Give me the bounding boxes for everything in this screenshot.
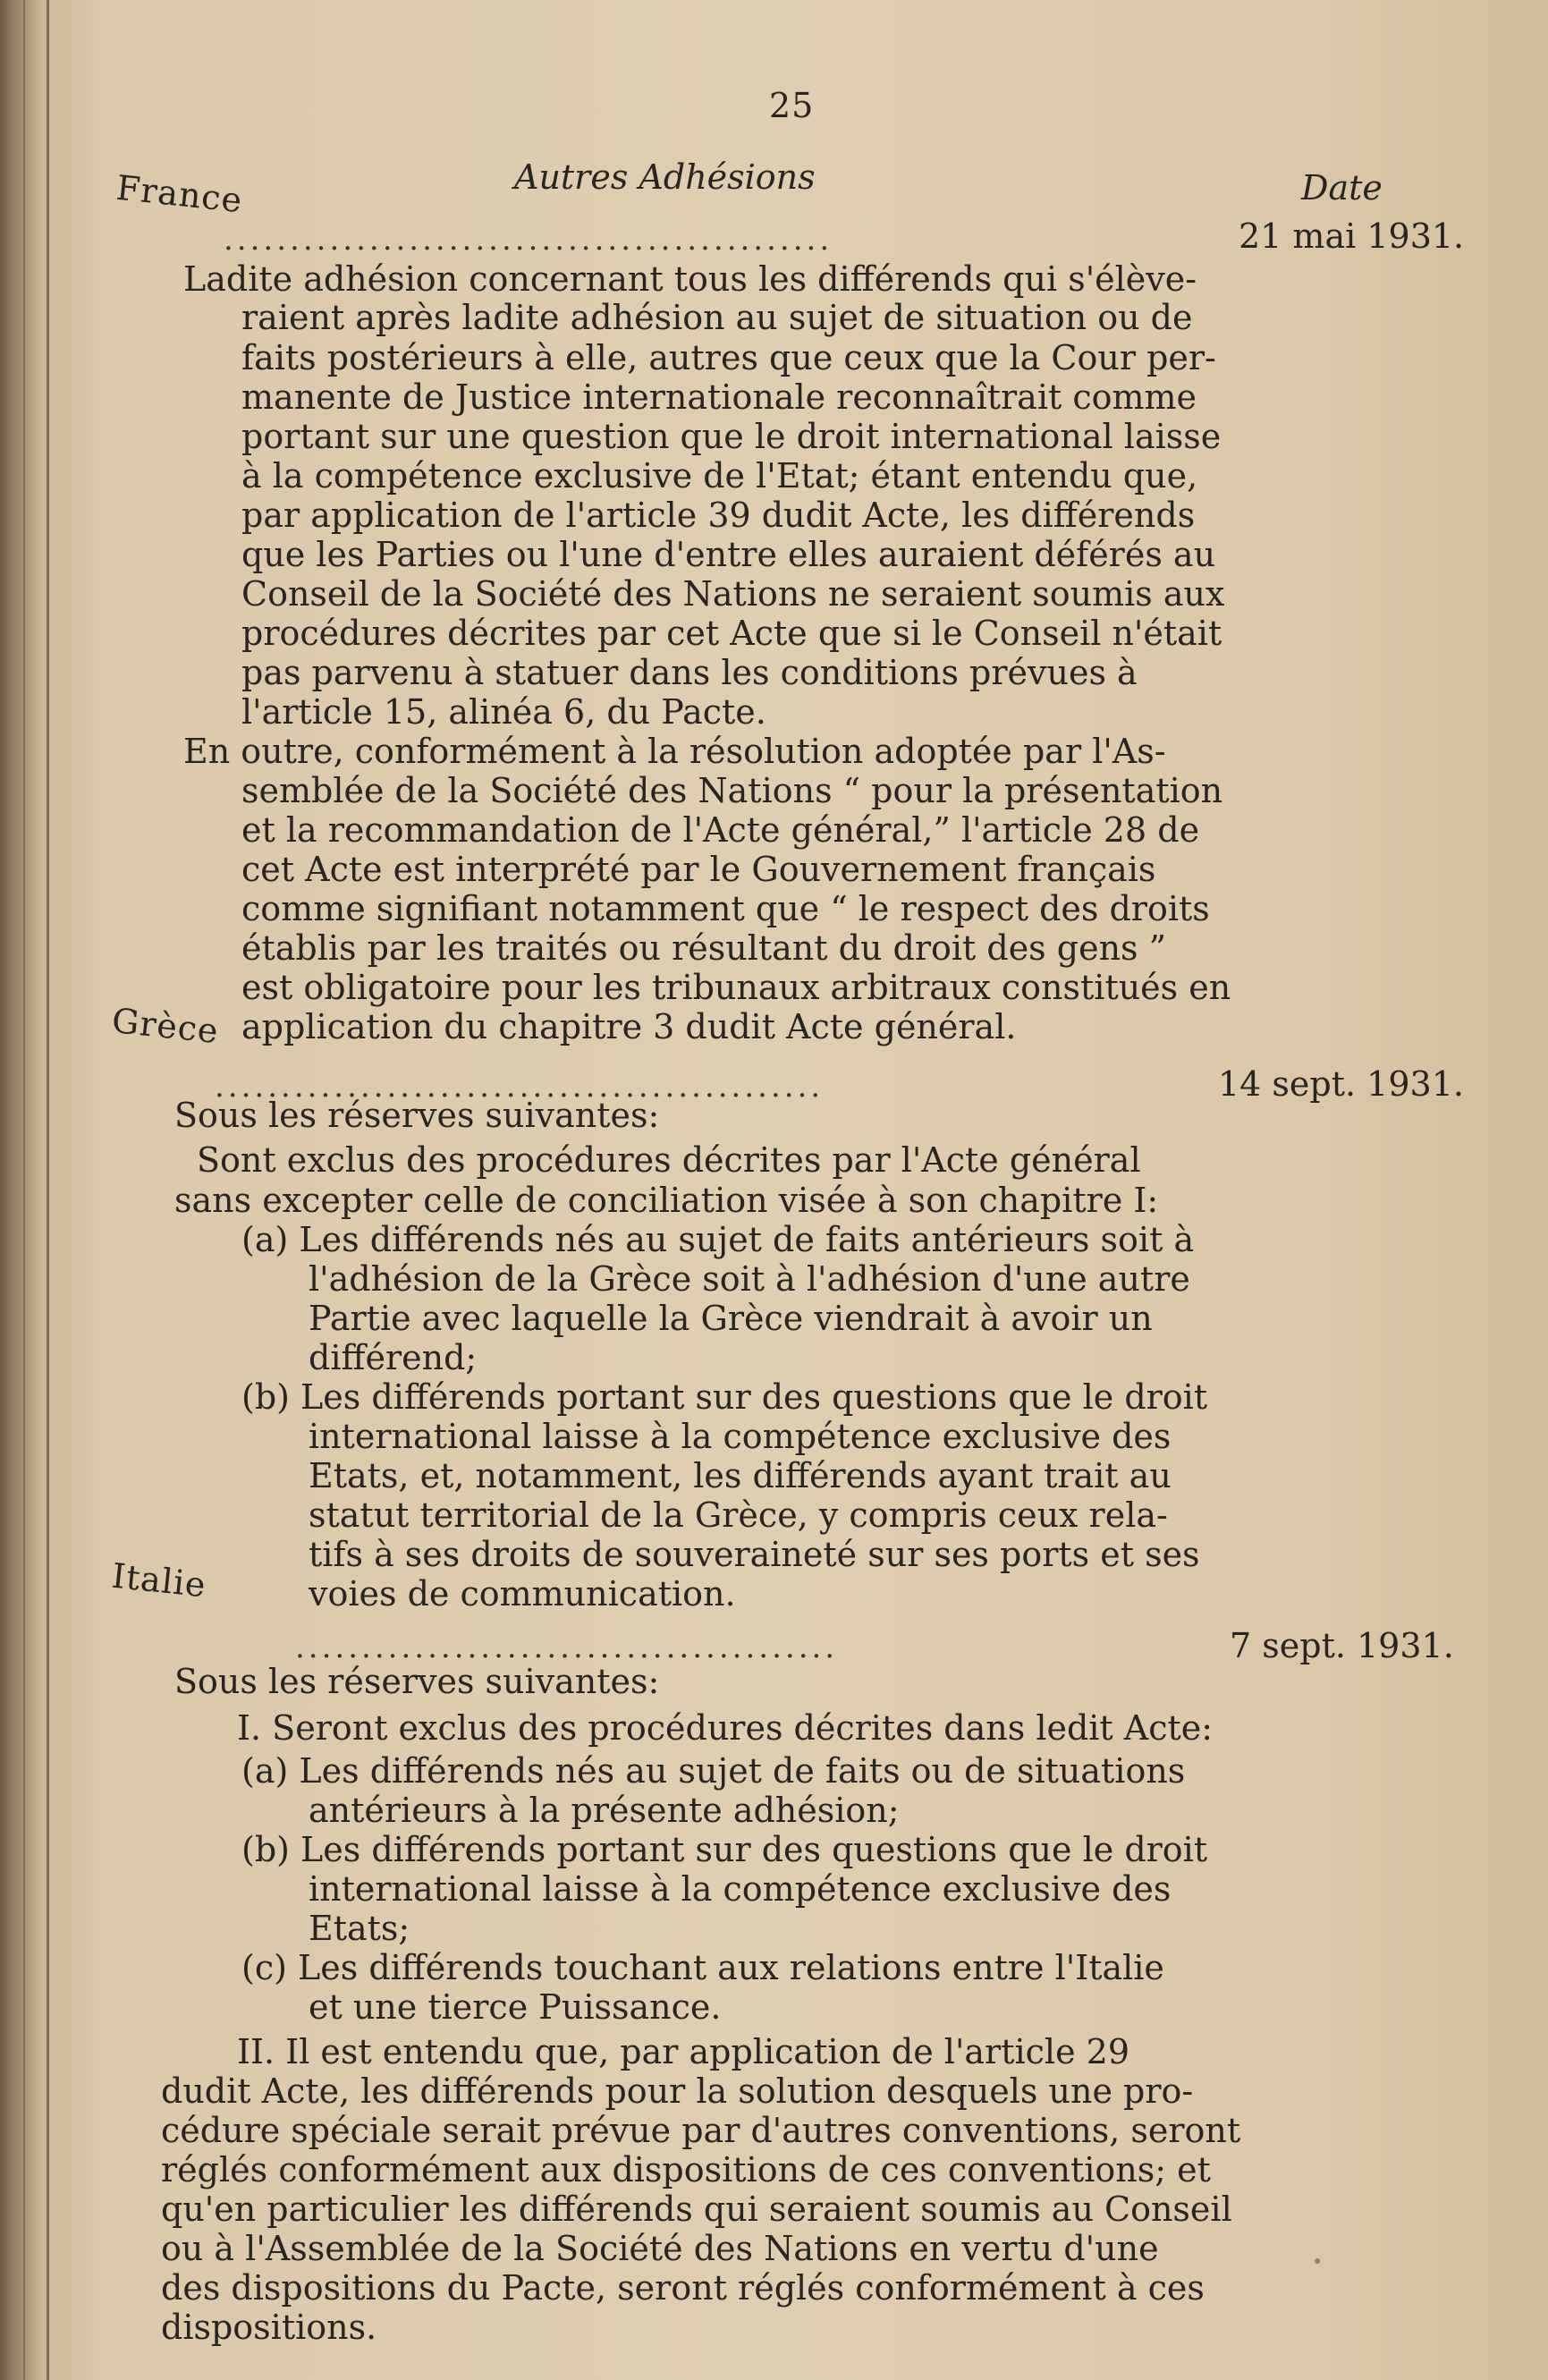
text-line: Partie avec laquelle la Grèce viendrait à avoir un	[309, 1299, 1153, 1338]
text-line: (b) Les différends portant sur des questions que le droit	[241, 1377, 1208, 1417]
text-line: (a) Les différends nés au sujet de faits ou de situations	[241, 1751, 1186, 1791]
text-line: Sous les réserves suivantes:	[174, 1662, 660, 1701]
text-line: I. Seront exclus des procédures décrites dans ledit Acte:	[237, 1708, 1214, 1748]
text-line: raient après ladite adhésion au sujet de situation ou de	[241, 298, 1193, 337]
text-line: établis par les traités ou résultant du droit des gens ”	[241, 928, 1167, 968]
text-line: voies de communication.	[309, 1574, 736, 1613]
text-line: Etats;	[309, 1909, 410, 1948]
text-line: semblée de la Société des Nations “ pour la présentation	[241, 771, 1223, 810]
text-line: application du chapitre 3 dudit Acte général.	[241, 1007, 1017, 1046]
text-line: procédures décrites par cet Acte que si le Conseil n'était	[241, 614, 1222, 653]
entry-country: France	[114, 167, 245, 221]
text-line: qu'en particulier les différends qui seraient soumis au Conseil	[161, 2189, 1232, 2229]
text-line: que les Parties ou l'une d'entre elles auraient déférés au	[241, 535, 1216, 574]
text-line: manente de Justice internationale reconnaîtrait comme	[241, 377, 1197, 417]
text-line: l'adhésion de la Grèce soit à l'adhésion d'une autre	[309, 1259, 1190, 1299]
entry-date: 21 mai 1931.	[1239, 216, 1465, 256]
page-number: 25	[769, 86, 815, 125]
text-line: l'article 15, alinéa 6, du Pacte.	[241, 692, 766, 732]
entry-date: 7 sept. 1931.	[1230, 1626, 1454, 1665]
text-line: faits postérieurs à elle, autres que ceux que la Cour per-	[241, 338, 1216, 377]
text-line: à la compétence exclusive de l'Etat; étant entendu que,	[241, 456, 1198, 495]
binding-edge	[47, 0, 49, 2380]
text-line: portant sur une question que le droit international laisse	[241, 417, 1222, 456]
text-line: cet Acte est interprété par le Gouvernement français	[241, 850, 1156, 889]
text-line: Etats, et, notamment, les différends ayant trait au	[309, 1456, 1172, 1495]
leader-dots: .........................................	[295, 1630, 839, 1665]
text-line: dispositions.	[161, 2308, 377, 2347]
text-line: dudit Acte, les différends pour la solution desquels une pro-	[161, 2071, 1194, 2111]
leader-dots: ..............................................	[224, 222, 833, 258]
text-line: statut territorial de la Grèce, y compris ceux rela-	[309, 1495, 1168, 1535]
text-line: cédure spéciale serait prévue par d'autres conventions, seront	[161, 2111, 1241, 2150]
binding-shadow	[23, 0, 25, 2380]
text-line: comme signifiant notamment que “ le respect des droits	[241, 889, 1210, 928]
text-line: par application de l'article 39 dudit Acte, les différends	[241, 495, 1196, 535]
text-line: pas parvenu à statuer dans les conditions prévues à	[241, 653, 1138, 692]
text-line: Sous les réserves suivantes:	[174, 1096, 660, 1135]
entry-country: Grèce	[110, 1000, 221, 1052]
text-line: sans excepter celle de conciliation visée à son chapitre I:	[174, 1181, 1159, 1220]
text-line: ou à l'Assemblée de la Société des Nations en vertu d'une	[161, 2229, 1159, 2268]
entry-date: 14 sept. 1931.	[1218, 1064, 1464, 1104]
text-line: et une tierce Puissance.	[309, 1987, 722, 2027]
text-line: des dispositions du Pacte, seront réglés conformément à ces	[161, 2268, 1205, 2308]
ink-spot	[1315, 2258, 1320, 2264]
leader-dots: ..............................................	[215, 1069, 825, 1105]
text-line: international laisse à la compétence exclusive des	[309, 1869, 1172, 1909]
text-line: différend;	[309, 1338, 478, 1377]
text-line: Sont exclus des procédures décrites par l'Acte général	[197, 1140, 1141, 1180]
text-line: est obligatoire pour les tribunaux arbitraux constitués en	[241, 968, 1231, 1007]
date-column-heading: Date	[1301, 168, 1383, 208]
text-line: (c) Les différends touchant aux relations entre l'Italie	[241, 1948, 1164, 1987]
entry-country: Italie	[109, 1555, 208, 1605]
text-line: antérieurs à la présente adhésion;	[309, 1791, 900, 1830]
text-line: et la recommandation de l'Acte général,” l'article 28 de	[241, 810, 1200, 850]
text-line: (a) Les différends nés au sujet de faits antérieurs soit à	[241, 1220, 1195, 1259]
text-line: II. Il est entendu que, par application de l'article 29	[237, 2032, 1130, 2071]
text-line: tifs à ses droits de souveraineté sur ses ports et ses	[309, 1535, 1200, 1574]
text-line: international laisse à la compétence exclusive des	[309, 1417, 1172, 1456]
text-line: réglés conformément aux dispositions de ces conventions; et	[161, 2150, 1211, 2189]
text-line: Conseil de la Société des Nations ne seraient soumis aux	[241, 574, 1225, 614]
text-line: (b) Les différends portant sur des questions que le droit	[241, 1830, 1208, 1869]
section-heading: Autres Adhésions	[514, 157, 816, 197]
text-line: Ladite adhésion concernant tous les différends qui s'élève-	[183, 259, 1197, 299]
text-line: En outre, conformément à la résolution adoptée par l'As-	[183, 732, 1166, 771]
